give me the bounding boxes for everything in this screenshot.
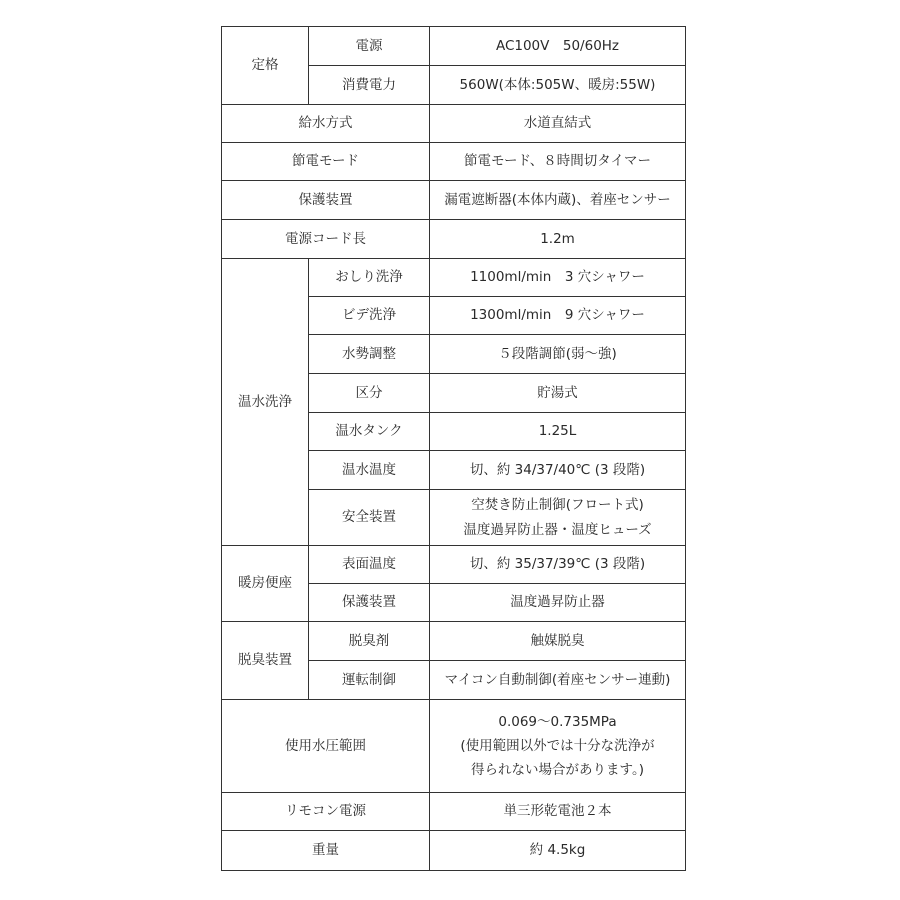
row-value-pressure-adjust: ５段階調節(弱～強) (430, 335, 686, 374)
safety-value-line: 温度過昇防止器・温度ヒューズ (463, 521, 652, 538)
row-value-weight: 約 4.5kg (430, 831, 686, 871)
row-label-bidet-wash: ビデ洗浄 (309, 297, 430, 335)
row-value-water-temp: 切、約 34/37/40℃ (3 段階) (430, 451, 686, 490)
row-label-protection: 保護装置 (222, 181, 430, 220)
row-label-power-saving: 節電モード (222, 143, 430, 181)
table-row (222, 27, 686, 66)
table-row (222, 622, 686, 661)
row-label-remote-power: リモコン電源 (222, 793, 430, 831)
pressure-note-line: (使用範囲以外では十分な洗浄が (460, 737, 655, 754)
pressure-note-line: 得られない場合があります。) (471, 762, 644, 779)
row-value-deodorant: 触媒脱臭 (430, 622, 686, 661)
row-value-tank: 1.25L (430, 413, 686, 451)
row-label-power-consumption: 消費電力 (309, 66, 430, 105)
group-label-rating: 定格 (222, 27, 309, 105)
pressure-value-line: 0.069～0.735MPa (498, 713, 617, 730)
row-value-bidet-wash: 1300ml/min 9 穴シャワー (430, 297, 686, 335)
row-value-safety (430, 490, 686, 546)
table-row (222, 143, 686, 181)
row-value-cord-length: 1.2m (430, 220, 686, 259)
row-label-type: 区分 (309, 374, 430, 413)
row-label-seat-protection: 保護装置 (309, 584, 430, 622)
table-row (222, 546, 686, 584)
row-label-power-supply: 電源 (309, 27, 430, 66)
row-value-power-supply: AC100V 50/60Hz (430, 27, 686, 66)
row-label-water-temp: 温水温度 (309, 451, 430, 490)
row-label-pressure-adjust: 水勢調整 (309, 335, 430, 374)
table-row (222, 793, 686, 831)
row-value-water-pressure (430, 700, 686, 793)
row-label-safety: 安全装置 (309, 490, 430, 546)
row-value-power-consumption: 560W(本体:505W、暖房:55W) (430, 66, 686, 105)
table-row (222, 700, 686, 793)
table-row (222, 831, 686, 871)
row-label-operation-control: 運転制御 (309, 661, 430, 700)
row-label-water-pressure: 使用水圧範囲 (222, 700, 430, 793)
row-value-rear-wash: 1100ml/min 3 穴シャワー (430, 259, 686, 297)
row-label-water-supply: 給水方式 (222, 105, 430, 143)
table-row (222, 220, 686, 259)
row-value-power-saving: 節電モード、８時間切タイマー (430, 143, 686, 181)
row-value-surface-temp: 切、約 35/37/39℃ (3 段階) (430, 546, 686, 584)
table-row (222, 181, 686, 220)
row-value-operation-control: マイコン自動制御(着座センサー連動) (430, 661, 686, 700)
row-value-protection: 漏電遮断器(本体内蔵)、着座センサー (430, 181, 686, 220)
group-label-warm-water-wash: 温水洗浄 (222, 259, 309, 546)
row-value-seat-protection: 温度過昇防止器 (430, 584, 686, 622)
table-row (222, 259, 686, 297)
row-label-deodorant: 脱臭剤 (309, 622, 430, 661)
row-label-tank: 温水タンク (309, 413, 430, 451)
row-label-surface-temp: 表面温度 (309, 546, 430, 584)
row-label-rear-wash: おしり洗浄 (309, 259, 430, 297)
row-value-remote-power: 単三形乾電池２本 (430, 793, 686, 831)
group-label-heated-seat: 暖房便座 (222, 546, 309, 622)
row-value-water-supply: 水道直結式 (430, 105, 686, 143)
row-value-type: 貯湯式 (430, 374, 686, 413)
row-label-cord-length: 電源コード長 (222, 220, 430, 259)
table-row (222, 105, 686, 143)
spec-table (221, 26, 686, 871)
safety-value-line: 空焚き防止制御(フロート式) (471, 497, 644, 514)
row-label-weight: 重量 (222, 831, 430, 871)
group-label-deodorizer: 脱臭装置 (222, 622, 309, 700)
